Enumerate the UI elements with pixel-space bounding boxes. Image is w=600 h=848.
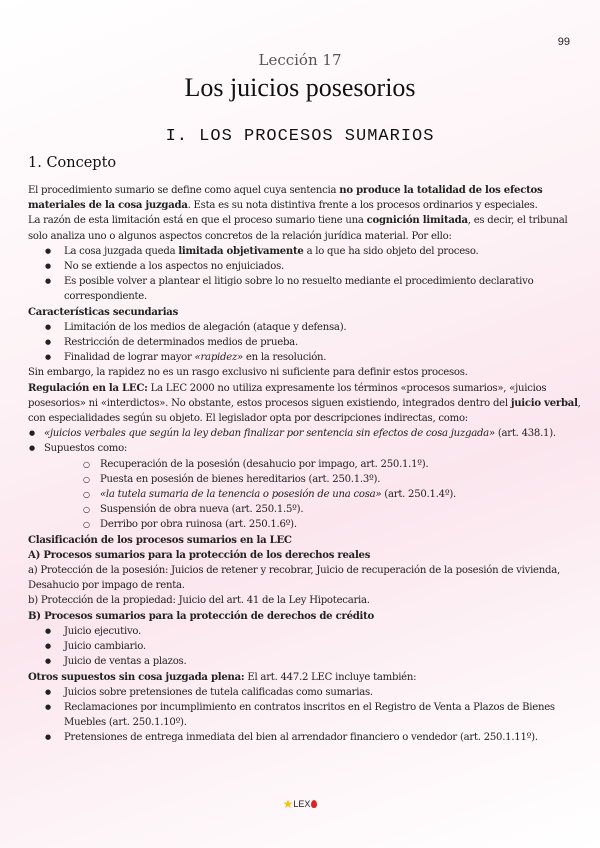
star-icon: ★ <box>282 797 294 811</box>
list-item: ● Juicio de ventas a plazos. <box>28 654 584 669</box>
section-heading: I. LOS PROCESOS SUMARIOS <box>165 127 435 146</box>
sublist-item <box>28 487 584 502</box>
bold-text: Características secundarias <box>28 306 179 318</box>
page-number: 99 <box>557 36 570 48</box>
credit-list <box>28 624 584 670</box>
regulation-list <box>28 426 584 456</box>
list-item <box>28 350 584 365</box>
text: a lo que ha sido objeto del proceso. <box>303 245 479 257</box>
bold-text: Clasificación de los procesos sumarios en la LEC <box>28 534 292 546</box>
bold-text: cognición limitada <box>366 215 468 227</box>
other-cases-list <box>28 685 584 746</box>
classification-b-heading <box>28 609 584 624</box>
subsection-heading: 1. Concepto <box>28 155 117 171</box>
text: . Esta es su nota distintiva frente a los procesos ordinarios y especiales. <box>187 200 538 212</box>
list-item: ● Es posible volver a plantear el litigio sobre lo no resuelto mediante el procedimiento declarativo correspondiente. <box>28 274 584 304</box>
bold-text: limitada objetivamente <box>178 245 304 257</box>
other-cases-paragraph <box>28 670 584 685</box>
bold-text: juicio verbal <box>510 397 578 409</box>
italic-text: «rapidez» <box>194 352 243 364</box>
list-item: ● Juicios sobre pretensiones de tutela calificadas como sumarias. <box>28 685 584 700</box>
text: Finalidad de lograr mayor <box>64 352 195 364</box>
text: (art. 438.1). <box>494 428 556 440</box>
bold-text: A) Procesos sumarios para la protección de los derechos reales <box>28 549 371 561</box>
list-item: ● Juicio ejecutivo. <box>28 624 584 639</box>
sublist-item: ○ Puesta en posesión de bienes hereditarios (art. 250.1.3º). <box>28 472 584 487</box>
sublist-item: ○ Recuperación de la posesión (desahucio por impago, art. 250.1.1º). <box>28 457 584 472</box>
bold-text: Otros supuestos sin cosa juzgada plena: <box>28 671 245 683</box>
list-item: ● Reclamaciones por incumplimiento en contratos inscritos en el Registro de Venta a Plazos de Bienes Muebles (art. 250.1.10º). <box>28 700 584 730</box>
italic-text: «la tutela sumaria de la tenencia o posesión de una cosa» <box>100 489 382 501</box>
sublist-item: ○ Derribo por obra ruinosa (art. 250.1.6º). <box>28 517 584 532</box>
list-item <box>28 244 584 259</box>
italic-text: «juicios verbales que según la ley deban finalizar por sentencia sin efectos de cosa juzgada» <box>44 428 495 440</box>
classification-a1: a) Protección de la posesión: Juicios de retener y recobrar, Juicio de recuperación de la posesión de vivienda, Desahucio por impago de renta. <box>28 565 560 592</box>
sublist-item: ○ Suspensión de obra nueva (art. 250.1.5º). <box>28 502 584 517</box>
paragraph-regulation <box>28 381 584 427</box>
text: El art. 447.2 LEC incluye también: <box>244 671 417 683</box>
text: (art. 250.1.4º). <box>381 489 456 501</box>
text: , es decir, el tribunal solo analiza uno o algunos aspectos concretos de la relación jurídica material. Por ello: <box>28 215 568 242</box>
text: , con especialidades según su objeto. El legislador opta por descripciones indirectas, como: <box>28 397 581 425</box>
footer <box>0 797 600 811</box>
text: La razón de esta limitación está en que el proceso sumario tiene una <box>28 215 367 227</box>
supuestos-sublist <box>28 457 584 533</box>
classification-a-heading <box>28 548 584 563</box>
document-body <box>28 183 584 746</box>
classification-heading <box>28 533 584 548</box>
secondary-heading <box>28 305 584 320</box>
classification-a2: b) Protección de la propiedad: Juicio del art. 41 de la Ley Hipotecaria. <box>28 595 370 607</box>
bold-text: Regulación en la LEC: <box>28 382 148 394</box>
text: El procedimiento sumario se define como aquel cuya sentencia <box>28 185 340 196</box>
consequences-list <box>28 244 584 305</box>
text: La cosa juzgada queda <box>64 245 179 257</box>
secondary-list <box>28 320 584 366</box>
drop-icon <box>311 800 317 808</box>
text: La LEC 2000 no utiliza expresamente los términos «procesos sumarios», «juicios posesorios» ni «interdictos». No obstante, estos procesos siguen existiendo, integrados dentro del <box>28 382 547 409</box>
lesson-label: Lección 17 <box>258 51 342 69</box>
list-item: ● Juicio cambiario. <box>28 639 584 654</box>
list-item <box>28 426 584 441</box>
list-item: ● Pretensiones de entrega inmediata del bien al arrendador financiero o vendedor (art. 250.1.11º). <box>28 730 584 745</box>
paragraph-reason <box>28 213 584 243</box>
bold-text: B) Procesos sumarios para la protección de derechos de crédito <box>28 610 375 622</box>
list-item: ● No se extiende a los aspectos no enjuiciados. <box>28 259 584 274</box>
list-item: ● Supuestos como: <box>28 441 584 456</box>
bold-text: no produce la totalidad de los efectos materiales de la cosa juzgada <box>28 185 543 212</box>
paragraph-rapidez: Sin embargo, la rapidez no es un rasgo exclusivo ni suficiente para definir estos procesos. <box>28 367 468 379</box>
brand-label: LEX <box>293 799 311 809</box>
list-item: ● Limitación de los medios de alegación (ataque y defensa). <box>28 320 584 335</box>
paragraph-definition <box>28 183 584 213</box>
text: en la resolución. <box>242 352 327 364</box>
list-item: ● Restricción de determinados medios de prueba. <box>28 335 584 350</box>
page-title: Los juicios posesorios <box>184 73 416 102</box>
